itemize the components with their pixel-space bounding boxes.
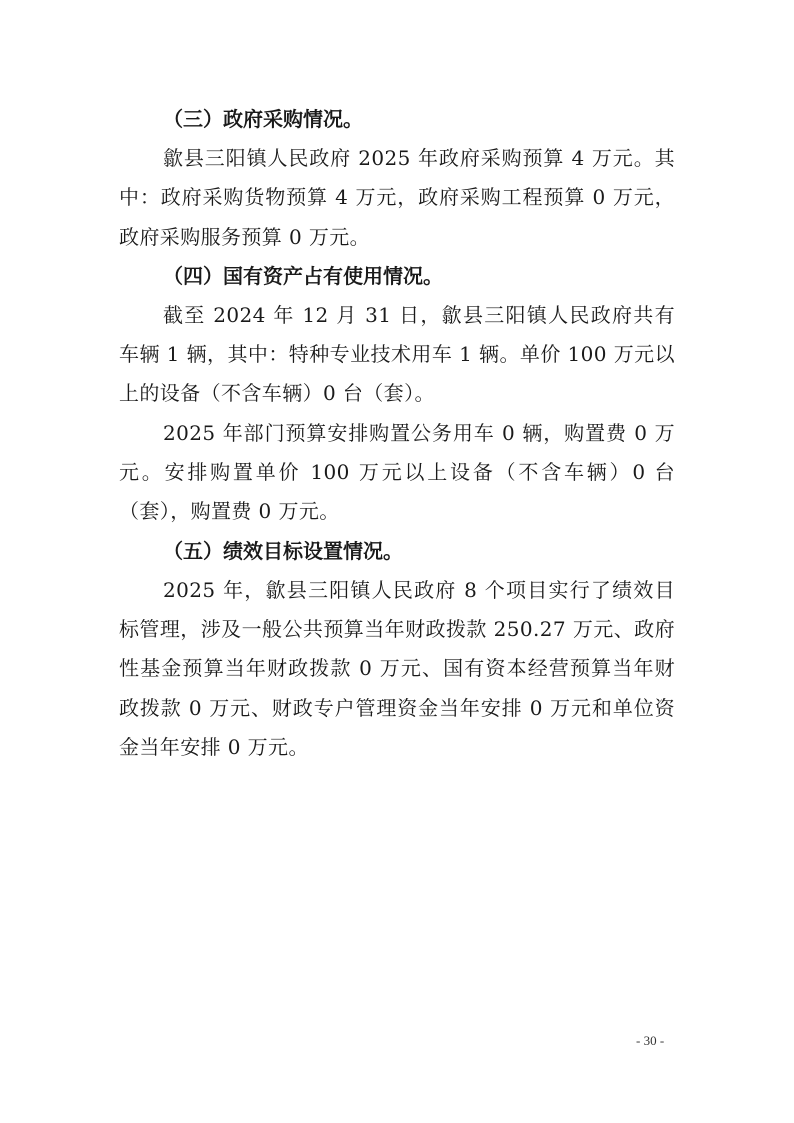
section-heading: （四）国有资产占有使用情况。 (163, 263, 443, 288)
paragraph: 2025 年部门预算安排购置公务用车 0 辆，购置费 0 万元。安排购置单价 100 万元以上设备（不含车辆）0 台（套），购置费 0 万元。 (119, 420, 675, 524)
page-number: - 30 - (636, 1033, 665, 1048)
section-heading: （五）绩效目标设置情况。 (163, 538, 403, 563)
paragraph: 截至 2024 年 12 月 31 日，歙县三阳镇人民政府共有车辆 1 辆，其中：特种专业技术用车 1 辆。单价 100 万元以上的设备（不含车辆）0 台（套）。 (119, 302, 675, 406)
document-body (119, 100, 675, 767)
section-heading: （三）政府采购情况。 (163, 107, 363, 131)
paragraph: 2025 年，歙县三阳镇人民政府 8 个项目实行了绩效目标管理，涉及一般公共预算当年财政拨款 250.27 万元、政府性基金预算当年财政拨款 0 万元、国有资本经营预算当年财政拨款 0 万元、财政专户管理资金当年安排 0 万元和单位资金当年安排 0 万元。 (119, 577, 675, 759)
section-state-assets (119, 257, 675, 532)
section-performance-targets (119, 532, 675, 767)
section-government-procurement (119, 100, 675, 257)
paragraph: 歙县三阳镇人民政府 2025 年政府采购预算 4 万元。其中：政府采购货物预算 4 万元，政府采购工程预算 0 万元，政府采购服务预算 0 万元。 (119, 146, 675, 249)
